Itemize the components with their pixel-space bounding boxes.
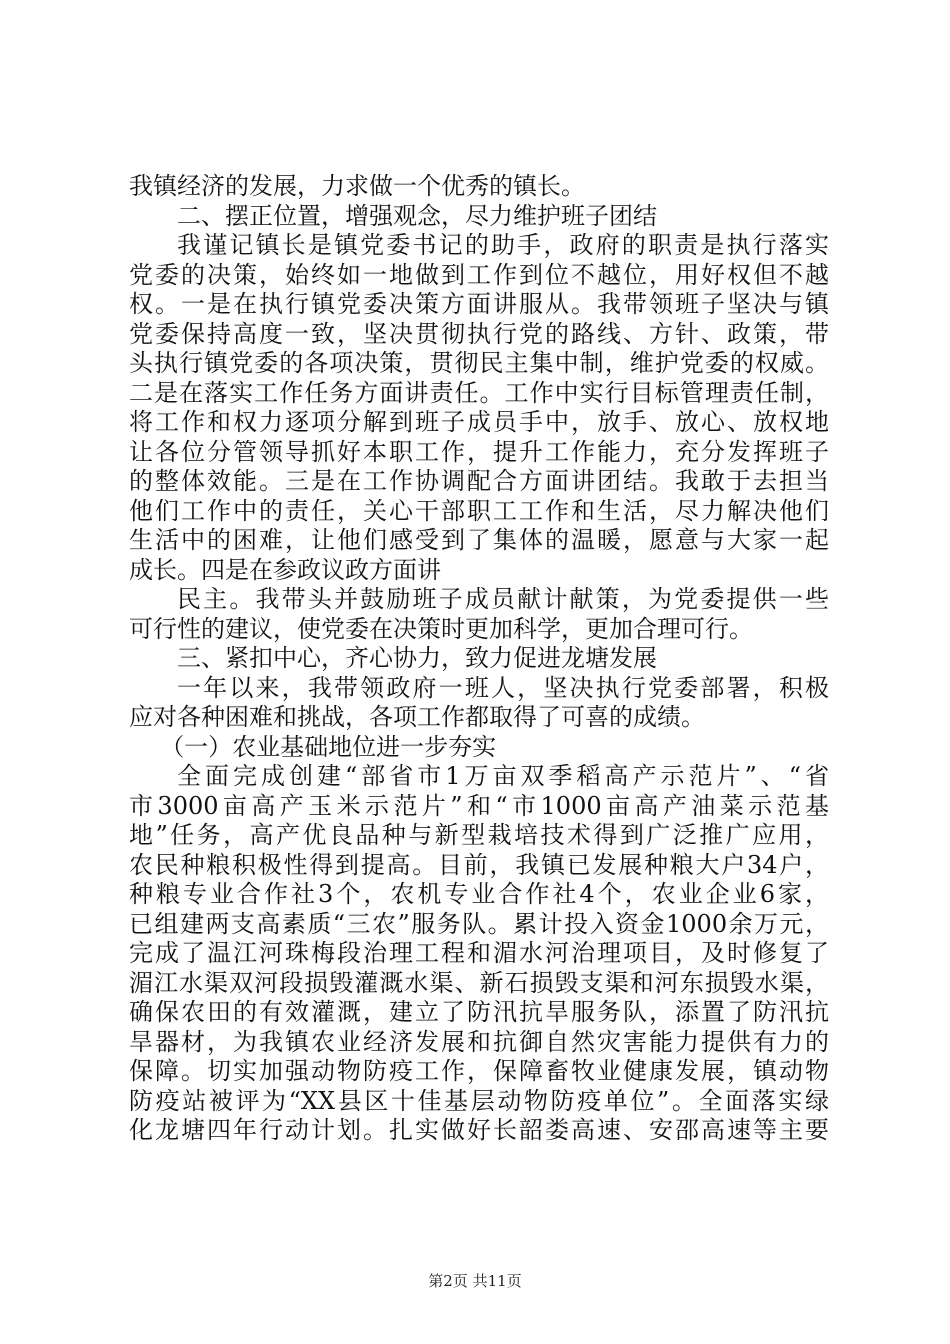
document-line: 成长。四是在参政议政方面讲 [129,555,441,584]
document-line: 我谨记镇长是镇党委书记的助手，政府的职责是执行落实 [177,231,829,259]
document-body [129,172,829,1146]
document-line: 生活中的困难，让他们感受到了集体的温暖，愿意与大家一起 [129,526,829,554]
document-line: 化龙塘四年行动计划。扎实做好长韶娄高速、安邵高速等主要 [129,1116,829,1144]
document-line: 确保农田的有效灌溉，建立了防汛抗旱服务队，添置了防汛抗 [129,998,829,1026]
document-line: 党委的决策，始终如一地做到工作到位不越位，用好权但不越 [129,260,829,289]
document-line: 头执行镇党委的各项决策，贯彻民主集中制，维护党委的权威。 [129,349,829,377]
document-line: 可行性的建议，使党委在决策时更加科学，更加合理可行。 [129,614,753,643]
document-line: 市3000亩高产玉米示范片”和“市1000亩高产油菜示范基 [129,791,829,820]
document-line: 旱器材，为我镇农业经济发展和抗御自然灾害能力提供有力的 [129,1027,829,1056]
document-line: 民主。我带头并鼓励班子成员献计献策，为党委提供一些 [177,585,829,613]
document-line: 让各位分管领导抓好本职工作，提升工作能力，充分发挥班子 [129,437,829,466]
document-line: 将工作和权力逐项分解到班子成员手中，放手、放心、放权地 [129,408,829,436]
document-line: 三、紧扣中心，齐心协力，致力促进龙塘发展 [177,644,657,672]
document-line: 的整体效能。三是在工作协调配合方面讲团结。我敢于去担当 [129,467,829,495]
document-line: 一年以来，我带领政府一班人，坚决执行党委部署，积极 [177,673,829,702]
document-line: 应对各种困难和挑战，各项工作都取得了可喜的成绩。 [129,703,705,731]
document-line: 农民种粮积极性得到提高。目前，我镇已发展种粮大户34户， [129,850,829,879]
document-line: 保障。切实加强动物防疫工作，保障畜牧业健康发展，镇动物 [129,1057,829,1085]
document-line: 完成了温江河珠梅段治理工程和湄水河治理项目，及时修复了 [129,939,829,967]
document-line: （一）农业基础地位进一步夯实 [160,732,497,761]
document-line: 已组建两支高素质“三农”服务队。累计投入资金1000余万元， [129,909,829,938]
document-line: 我镇经济的发展，力求做一个优秀的镇长。 [129,172,585,200]
document-line: 地”任务，高产优良品种与新型栽培技术得到广泛推广应用， [129,821,829,849]
document-line: 权。一是在执行镇党委决策方面讲服从。我带领班子坚决与镇 [129,290,829,318]
page-footer: 第2页 共11页 [428,1272,522,1290]
document-line: 种粮专业合作社3个，农机专业合作社4个，农业企业6家， [129,880,829,908]
document-line: 他们工作中的责任，关心干部职工工作和生活，尽力解决他们 [129,496,829,525]
document-line: 二、摆正位置，增强观念，尽力维护班子团结 [177,201,657,230]
document-line: 湄江水渠双河段损毁灌溉水渠、新石损毁支渠和河东损毁水渠， [129,968,829,997]
document-line: 二是在落实工作任务方面讲责任。工作中实行目标管理责任制， [129,378,829,407]
document-line: 防疫站被评为“XX县区十佳基层动物防疫单位”。全面落实绿 [129,1086,829,1115]
document-line: 全面完成创建“部省市1万亩双季稻高产示范片”、“省 [177,762,829,790]
document-line: 党委保持高度一致，坚决贯彻执行党的路线、方针、政策，带 [129,319,829,348]
